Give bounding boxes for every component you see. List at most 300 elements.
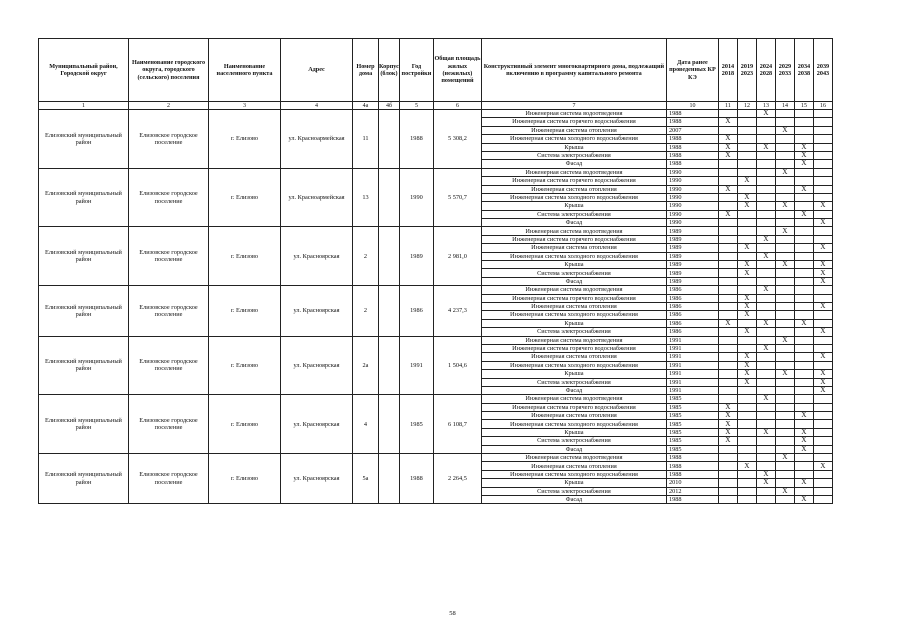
period-cell bbox=[775, 319, 794, 327]
element-name-cell: Инженерная система водоотведения bbox=[481, 286, 666, 294]
period-cell bbox=[737, 227, 756, 235]
block-cell bbox=[379, 227, 400, 286]
period-mark-cell: X bbox=[718, 428, 737, 436]
period-cell bbox=[775, 428, 794, 436]
column-number-cell: 2 bbox=[129, 102, 209, 110]
column-number-cell: 4 bbox=[281, 102, 353, 110]
period-cell bbox=[737, 479, 756, 487]
period-cell bbox=[775, 210, 794, 218]
period-cell bbox=[794, 302, 813, 310]
period-mark-cell: X bbox=[775, 454, 794, 462]
period-cell bbox=[718, 445, 737, 453]
repair-date-cell: 1986 bbox=[666, 294, 718, 302]
period-cell bbox=[794, 168, 813, 176]
element-name-cell: Инженерная система отопления bbox=[481, 126, 666, 134]
period-mark-cell: X bbox=[794, 445, 813, 453]
period-cell bbox=[756, 244, 775, 252]
period-cell bbox=[737, 126, 756, 134]
repair-date-cell: 1991 bbox=[666, 353, 718, 361]
repair-date-cell: 1986 bbox=[666, 311, 718, 319]
header-cell: Адрес bbox=[281, 39, 353, 102]
element-name-cell: Фасад bbox=[481, 445, 666, 453]
repair-program-table bbox=[38, 38, 833, 504]
period-mark-cell: X bbox=[756, 470, 775, 478]
district-cell: Елизовский муниципальный район bbox=[39, 227, 129, 286]
repair-date-cell: 1989 bbox=[666, 235, 718, 243]
period-cell bbox=[775, 294, 794, 302]
header-cell: Номер дома bbox=[353, 39, 379, 102]
period-mark-cell: X bbox=[737, 193, 756, 201]
repair-date-cell: 2012 bbox=[666, 487, 718, 495]
element-name-cell: Крыша bbox=[481, 261, 666, 269]
element-name-cell: Инженерная система водоотведения bbox=[481, 336, 666, 344]
period-cell bbox=[813, 336, 832, 344]
period-cell bbox=[813, 193, 832, 201]
period-cell bbox=[718, 479, 737, 487]
period-cell bbox=[756, 445, 775, 453]
period-cell bbox=[737, 412, 756, 420]
period-mark-cell: X bbox=[794, 319, 813, 327]
element-name-cell: Инженерная система горячего водоснабжения bbox=[481, 294, 666, 302]
house-number-cell: 5а bbox=[353, 454, 379, 504]
period-cell bbox=[718, 311, 737, 319]
period-mark-cell: X bbox=[737, 302, 756, 310]
repair-date-cell: 2007 bbox=[666, 126, 718, 134]
period-cell bbox=[775, 160, 794, 168]
build-year-cell: 1988 bbox=[399, 110, 433, 169]
period-cell bbox=[718, 277, 737, 285]
repair-date-cell: 1985 bbox=[666, 412, 718, 420]
period-cell bbox=[756, 420, 775, 428]
repair-date-cell: 1989 bbox=[666, 244, 718, 252]
period-cell bbox=[794, 126, 813, 134]
period-cell bbox=[794, 361, 813, 369]
period-mark-cell: X bbox=[737, 294, 756, 302]
header-cell: Дата ранее проведенных КР КЭ bbox=[666, 39, 718, 102]
period-cell bbox=[737, 277, 756, 285]
period-cell bbox=[756, 328, 775, 336]
element-name-cell: Крыша bbox=[481, 143, 666, 151]
period-cell bbox=[775, 420, 794, 428]
repair-date-cell: 1989 bbox=[666, 227, 718, 235]
street-cell: ул. Красноярская bbox=[281, 336, 353, 395]
period-cell bbox=[813, 319, 832, 327]
element-name-cell: Система электроснабжения bbox=[481, 269, 666, 277]
element-name-cell: Инженерная система горячего водоснабжения bbox=[481, 177, 666, 185]
period-cell bbox=[794, 135, 813, 143]
repair-date-cell: 1989 bbox=[666, 252, 718, 260]
period-cell bbox=[718, 168, 737, 176]
block-cell bbox=[379, 286, 400, 336]
settlement-cell: Елизовское городское поселение bbox=[129, 454, 209, 504]
period-cell bbox=[813, 403, 832, 411]
repair-date-cell: 1988 bbox=[666, 143, 718, 151]
period-cell bbox=[718, 302, 737, 310]
repair-date-cell: 1988 bbox=[666, 495, 718, 503]
period-cell bbox=[813, 395, 832, 403]
period-mark-cell: X bbox=[794, 479, 813, 487]
period-mark-cell: X bbox=[718, 403, 737, 411]
element-name-cell: Крыша bbox=[481, 428, 666, 436]
period-cell bbox=[775, 269, 794, 277]
area-cell: 2 264,5 bbox=[433, 454, 481, 504]
period-mark-cell: X bbox=[756, 252, 775, 260]
period-cell bbox=[756, 386, 775, 394]
repair-date-cell: 1991 bbox=[666, 386, 718, 394]
period-cell bbox=[775, 361, 794, 369]
period-cell bbox=[737, 219, 756, 227]
period-cell bbox=[718, 269, 737, 277]
period-mark-cell: X bbox=[756, 286, 775, 294]
period-mark-cell: X bbox=[756, 479, 775, 487]
period-cell bbox=[775, 151, 794, 159]
period-cell bbox=[756, 370, 775, 378]
period-cell bbox=[775, 311, 794, 319]
period-cell bbox=[794, 353, 813, 361]
period-cell bbox=[775, 378, 794, 386]
period-cell bbox=[737, 495, 756, 503]
period-cell bbox=[737, 487, 756, 495]
period-mark-cell: X bbox=[737, 269, 756, 277]
element-name-cell: Крыша bbox=[481, 319, 666, 327]
period-cell bbox=[737, 403, 756, 411]
period-mark-cell: X bbox=[775, 168, 794, 176]
column-number-cell: 3 bbox=[209, 102, 281, 110]
settlement-cell: Елизовское городское поселение bbox=[129, 395, 209, 454]
period-cell bbox=[775, 277, 794, 285]
element-name-cell: Инженерная система водоотведения bbox=[481, 110, 666, 118]
settlement-cell: Елизовское городское поселение bbox=[129, 227, 209, 286]
element-name-cell: Фасад bbox=[481, 386, 666, 394]
period-cell bbox=[737, 151, 756, 159]
period-cell bbox=[737, 470, 756, 478]
period-mark-cell: X bbox=[718, 437, 737, 445]
period-cell bbox=[813, 487, 832, 495]
element-name-cell: Инженерная система отопления bbox=[481, 302, 666, 310]
header-cell: Муниципальный район, Городской округ bbox=[39, 39, 129, 102]
period-cell bbox=[718, 294, 737, 302]
element-name-cell: Инженерная система отопления bbox=[481, 244, 666, 252]
period-cell bbox=[794, 378, 813, 386]
element-name-cell: Инженерная система отопления bbox=[481, 353, 666, 361]
house-number-cell: 2 bbox=[353, 227, 379, 286]
element-name-cell: Система электроснабжения bbox=[481, 437, 666, 445]
period-cell bbox=[775, 395, 794, 403]
period-cell bbox=[737, 286, 756, 294]
column-number-cell: 16 bbox=[813, 102, 832, 110]
block-cell bbox=[379, 336, 400, 395]
column-number-cell: 7 bbox=[481, 102, 666, 110]
column-number-cell: 15 bbox=[794, 102, 813, 110]
period-mark-cell: X bbox=[737, 311, 756, 319]
table-row bbox=[39, 227, 833, 235]
period-cell bbox=[737, 386, 756, 394]
period-mark-cell: X bbox=[794, 437, 813, 445]
settlement-cell: Елизовское городское поселение bbox=[129, 168, 209, 227]
period-cell bbox=[756, 361, 775, 369]
period-cell bbox=[737, 252, 756, 260]
area-cell: 6 108,7 bbox=[433, 395, 481, 454]
period-mark-cell: X bbox=[813, 277, 832, 285]
period-mark-cell: X bbox=[756, 319, 775, 327]
period-cell bbox=[756, 495, 775, 503]
period-cell bbox=[813, 151, 832, 159]
period-cell bbox=[794, 344, 813, 352]
period-cell bbox=[718, 495, 737, 503]
period-cell bbox=[718, 353, 737, 361]
period-cell bbox=[756, 336, 775, 344]
period-mark-cell: X bbox=[737, 202, 756, 210]
period-cell bbox=[718, 344, 737, 352]
period-mark-cell: X bbox=[756, 428, 775, 436]
column-number-cell: 4б bbox=[379, 102, 400, 110]
repair-date-cell: 1988 bbox=[666, 151, 718, 159]
period-cell bbox=[718, 219, 737, 227]
period-mark-cell: X bbox=[718, 143, 737, 151]
period-cell bbox=[775, 386, 794, 394]
street-cell: ул. Красноярская bbox=[281, 454, 353, 504]
period-cell bbox=[775, 118, 794, 126]
period-mark-cell: X bbox=[737, 462, 756, 470]
period-mark-cell: X bbox=[718, 135, 737, 143]
repair-date-cell: 1988 bbox=[666, 462, 718, 470]
period-cell bbox=[813, 210, 832, 218]
period-cell bbox=[718, 193, 737, 201]
street-cell: ул. Красноярская bbox=[281, 395, 353, 454]
period-cell bbox=[737, 110, 756, 118]
column-number-cell: 11 bbox=[718, 102, 737, 110]
period-cell bbox=[775, 193, 794, 201]
header-cell: 2019 2023 bbox=[737, 39, 756, 102]
element-name-cell: Инженерная система холодного водоснабжения bbox=[481, 420, 666, 428]
column-number-cell: 13 bbox=[756, 102, 775, 110]
repair-date-cell: 1986 bbox=[666, 286, 718, 294]
repair-date-cell: 1988 bbox=[666, 454, 718, 462]
repair-date-cell: 1985 bbox=[666, 395, 718, 403]
period-cell bbox=[813, 412, 832, 420]
element-name-cell: Крыша bbox=[481, 479, 666, 487]
column-number-row bbox=[39, 102, 833, 110]
period-cell bbox=[813, 428, 832, 436]
locality-cell: г. Елизово bbox=[209, 454, 281, 504]
element-name-cell: Система электроснабжения bbox=[481, 328, 666, 336]
period-cell bbox=[756, 412, 775, 420]
period-cell bbox=[813, 454, 832, 462]
repair-date-cell: 1986 bbox=[666, 302, 718, 310]
period-cell bbox=[756, 487, 775, 495]
period-cell bbox=[718, 244, 737, 252]
repair-date-cell: 1990 bbox=[666, 202, 718, 210]
period-cell bbox=[813, 118, 832, 126]
period-cell bbox=[718, 361, 737, 369]
district-cell: Елизовский муниципальный район bbox=[39, 336, 129, 395]
period-mark-cell: X bbox=[718, 420, 737, 428]
period-mark-cell: X bbox=[756, 110, 775, 118]
area-cell: 4 237,3 bbox=[433, 286, 481, 336]
period-cell bbox=[794, 177, 813, 185]
repair-date-cell: 1985 bbox=[666, 428, 718, 436]
page-number: 58 bbox=[449, 610, 456, 617]
period-cell bbox=[756, 403, 775, 411]
column-number-cell: 10 bbox=[666, 102, 718, 110]
element-name-cell: Инженерная система отопления bbox=[481, 462, 666, 470]
period-cell bbox=[737, 160, 756, 168]
period-mark-cell: X bbox=[737, 328, 756, 336]
period-cell bbox=[756, 118, 775, 126]
period-mark-cell: X bbox=[737, 361, 756, 369]
period-cell bbox=[775, 143, 794, 151]
element-name-cell: Инженерная система горячего водоснабжения bbox=[481, 344, 666, 352]
period-cell bbox=[813, 420, 832, 428]
period-mark-cell: X bbox=[794, 185, 813, 193]
repair-date-cell: 1985 bbox=[666, 403, 718, 411]
build-year-cell: 1986 bbox=[399, 286, 433, 336]
period-mark-cell: X bbox=[813, 261, 832, 269]
period-cell bbox=[718, 235, 737, 243]
repair-date-cell: 1986 bbox=[666, 319, 718, 327]
period-cell bbox=[794, 395, 813, 403]
header-cell: Наименование городского округа, городского (сельского) поселения bbox=[129, 39, 209, 102]
period-cell bbox=[718, 378, 737, 386]
period-cell bbox=[718, 126, 737, 134]
repair-date-cell: 1990 bbox=[666, 219, 718, 227]
repair-date-cell: 1991 bbox=[666, 361, 718, 369]
period-cell bbox=[813, 286, 832, 294]
column-number-cell: 14 bbox=[775, 102, 794, 110]
street-cell: ул. Красноармейская bbox=[281, 110, 353, 169]
repair-date-cell: 1990 bbox=[666, 210, 718, 218]
element-name-cell: Инженерная система холодного водоснабжения bbox=[481, 252, 666, 260]
period-cell bbox=[756, 378, 775, 386]
settlement-cell: Елизовское городское поселение bbox=[129, 286, 209, 336]
block-cell bbox=[379, 454, 400, 504]
element-name-cell: Система электроснабжения bbox=[481, 210, 666, 218]
period-cell bbox=[775, 437, 794, 445]
period-mark-cell: X bbox=[756, 143, 775, 151]
period-cell bbox=[718, 328, 737, 336]
period-cell bbox=[794, 454, 813, 462]
period-cell bbox=[813, 168, 832, 176]
settlement-cell: Елизовское городское поселение bbox=[129, 336, 209, 395]
locality-cell: г. Елизово bbox=[209, 395, 281, 454]
table-row bbox=[39, 286, 833, 294]
period-mark-cell: X bbox=[775, 227, 794, 235]
element-name-cell: Инженерная система холодного водоснабжения bbox=[481, 311, 666, 319]
area-cell: 2 981,0 bbox=[433, 227, 481, 286]
period-cell bbox=[775, 177, 794, 185]
element-name-cell: Инженерная система холодного водоснабжения bbox=[481, 470, 666, 478]
period-cell bbox=[775, 344, 794, 352]
period-mark-cell: X bbox=[775, 202, 794, 210]
period-cell bbox=[813, 160, 832, 168]
repair-date-cell: 1985 bbox=[666, 437, 718, 445]
locality-cell: г. Елизово bbox=[209, 227, 281, 286]
element-name-cell: Фасад bbox=[481, 160, 666, 168]
period-cell bbox=[718, 261, 737, 269]
period-cell bbox=[813, 143, 832, 151]
repair-date-cell: 1986 bbox=[666, 328, 718, 336]
period-cell bbox=[794, 202, 813, 210]
repair-date-cell: 1989 bbox=[666, 269, 718, 277]
period-cell bbox=[813, 235, 832, 243]
repair-date-cell: 1990 bbox=[666, 193, 718, 201]
build-year-cell: 1990 bbox=[399, 168, 433, 227]
period-cell bbox=[737, 344, 756, 352]
table-row bbox=[39, 454, 833, 462]
period-cell bbox=[756, 210, 775, 218]
period-mark-cell: X bbox=[813, 202, 832, 210]
element-name-cell: Инженерная система горячего водоснабжения bbox=[481, 118, 666, 126]
period-cell bbox=[794, 370, 813, 378]
period-cell bbox=[718, 454, 737, 462]
header-cell: Корпус (блок) bbox=[379, 39, 400, 102]
period-cell bbox=[718, 227, 737, 235]
locality-cell: г. Елизово bbox=[209, 286, 281, 336]
period-mark-cell: X bbox=[813, 244, 832, 252]
period-cell bbox=[775, 185, 794, 193]
period-cell bbox=[756, 277, 775, 285]
period-cell bbox=[718, 252, 737, 260]
period-cell bbox=[794, 386, 813, 394]
period-mark-cell: X bbox=[813, 370, 832, 378]
period-cell bbox=[737, 135, 756, 143]
period-cell bbox=[718, 202, 737, 210]
header-cell: Общая площадь жилых (нежилых) помещений bbox=[433, 39, 481, 102]
period-cell bbox=[794, 244, 813, 252]
period-cell bbox=[737, 235, 756, 243]
period-cell bbox=[813, 227, 832, 235]
street-cell: ул. Красноярская bbox=[281, 227, 353, 286]
period-cell bbox=[775, 353, 794, 361]
period-cell bbox=[813, 252, 832, 260]
locality-cell: г. Елизово bbox=[209, 168, 281, 227]
column-number-cell: 12 bbox=[737, 102, 756, 110]
period-cell bbox=[794, 269, 813, 277]
period-cell bbox=[756, 269, 775, 277]
element-name-cell: Инженерная система водоотведения bbox=[481, 454, 666, 462]
period-cell bbox=[794, 252, 813, 260]
house-number-cell: 2 bbox=[353, 286, 379, 336]
period-cell bbox=[756, 311, 775, 319]
period-mark-cell: X bbox=[775, 336, 794, 344]
period-mark-cell: X bbox=[756, 344, 775, 352]
area-cell: 5 570,7 bbox=[433, 168, 481, 227]
element-name-cell: Система электроснабжения bbox=[481, 151, 666, 159]
table-row bbox=[39, 336, 833, 344]
repair-date-cell: 1985 bbox=[666, 420, 718, 428]
repair-date-cell: 1991 bbox=[666, 336, 718, 344]
period-cell bbox=[737, 420, 756, 428]
period-mark-cell: X bbox=[775, 487, 794, 495]
period-cell bbox=[775, 412, 794, 420]
period-cell bbox=[737, 395, 756, 403]
build-year-cell: 1991 bbox=[399, 336, 433, 395]
period-cell bbox=[718, 177, 737, 185]
period-cell bbox=[737, 454, 756, 462]
period-cell bbox=[813, 445, 832, 453]
table-row bbox=[39, 395, 833, 403]
repair-date-cell: 1990 bbox=[666, 177, 718, 185]
period-cell bbox=[756, 135, 775, 143]
house-number-cell: 13 bbox=[353, 168, 379, 227]
period-cell bbox=[756, 437, 775, 445]
period-mark-cell: X bbox=[813, 378, 832, 386]
period-cell bbox=[775, 302, 794, 310]
repair-date-cell: 1991 bbox=[666, 378, 718, 386]
repair-date-cell: 1988 bbox=[666, 160, 718, 168]
period-cell bbox=[737, 336, 756, 344]
period-cell bbox=[756, 302, 775, 310]
